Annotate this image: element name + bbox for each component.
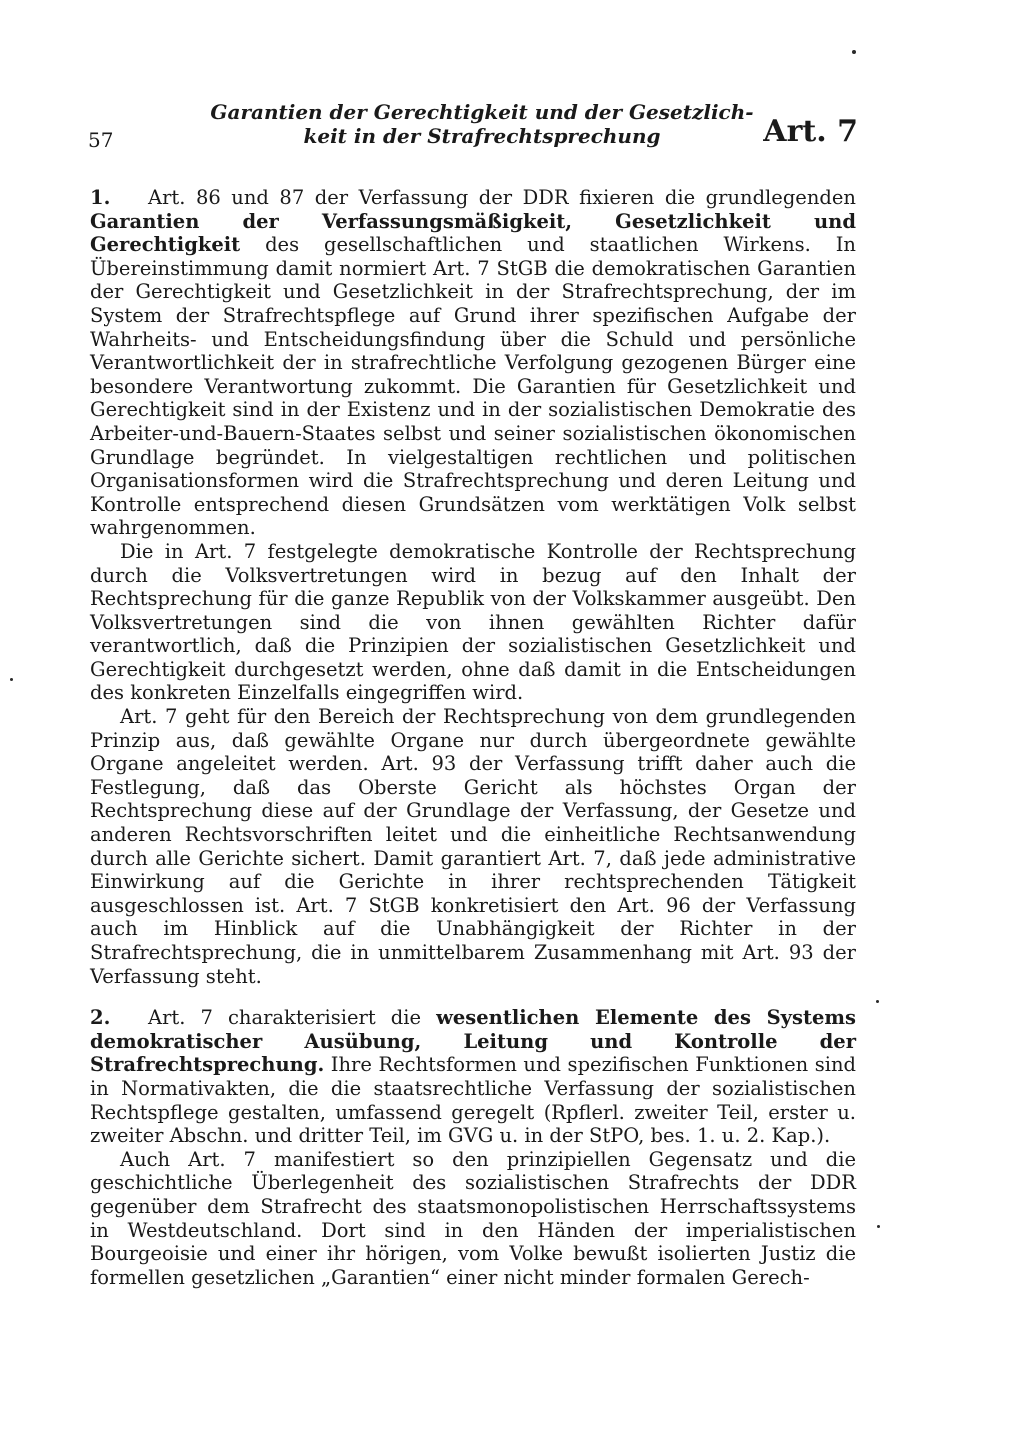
section-1-paragraph: Die in Art. 7 festgelegte demokratische Kontrolle der Rechtsprechung durch die Volksvertretungen wird in bezug auf den Inhalt der Rechtsprechung für die ganze Republik von der Volkskammer ausgeübt. Den Volksvertretungen sind die von ihnen gewählten Richter dafür verantwortlich, daß die Prinzipien der sozialistischen Gesetzlichkeit und Gerechtigkeit durchgesetzt werden, ohne daß damit in die Entscheidungen des konkreten Einzelfalls eingegriffen wird. <box>90 539 856 705</box>
section-2 <box>90 1006 856 1289</box>
section-1 <box>90 186 856 988</box>
section-number: 2. <box>90 1006 111 1030</box>
body-text <box>90 186 856 1307</box>
section-1-lead-paragraph <box>90 186 856 540</box>
scan-speck <box>852 50 856 54</box>
running-title <box>202 100 762 148</box>
section-2-paragraph: Auch Art. 7 manifestiert so den prinzipiellen Gegensatz und die geschichtliche Überlegenheit des sozialistischen Strafrechts der DDR gegenüber dem Strafrecht des staatsmonopolistischen Herrschaftssystems in Westdeutschland. Dort sind in den Händen der imperialistischen Bourgeoisie und einer ihr hörigen, vom Volke bewußt isolierten Justiz die formellen gesetzlichen „Garantien“ einer nicht minder formalen Gerech- <box>90 1147 856 1289</box>
section-2-bold-term: wesentlichen Elemente des Systems demokratischer Ausübung, Leitung und Kontrolle der Strafrechtsprechung. <box>90 1006 856 1077</box>
section-2-intro: Art. 7 charakterisiert die <box>148 1006 422 1030</box>
scan-speck <box>877 1225 880 1228</box>
running-title-line-1: Garantien der Gerechtigkeit und der Gesetzlich- <box>210 100 754 124</box>
section-number: 1. <box>90 186 111 209</box>
page-header <box>88 100 858 156</box>
page-number: 57 <box>88 128 114 152</box>
running-title-line-2: keit in der Strafrechtsprechung <box>303 124 661 148</box>
section-1-bold-term: Garantien der Verfassungsmäßigkeit, Gesetzlichkeit und Gerechtigkeit <box>90 209 856 257</box>
section-2-rest: Ihre Rechtsformen und spezifischen Funktionen sind in Normativakten, die die staatsrechtliche Verfassung der sozialistischen Rechtspflege gestalten, umfassend geregelt (Rpflerl. zweiter Teil, erster u. zweiter Abschn. und dritter Teil, im GVG u. in der StPO, bes. 1. u. 2. Kap.). <box>90 1053 856 1148</box>
scan-speck <box>876 1000 879 1003</box>
section-1-paragraph: Art. 7 geht für den Bereich der Rechtsprechung von dem grundlegenden Prinzip aus, daß gewählte Organe nur durch übergeordnete gewählte Organe angeleitet werden. Art. 93 der Verfassung trifft daher auch die Festlegung, daß das Oberste Gericht als höchstes Organ der Rechtsprechung diese auf der Grundlage der Verfassung, der Gesetze und anderen Rechtsvorschriften leitet und die einheitliche Rechtsanwendung durch alle Gerichte sichert. Damit garantiert Art. 7, daß jede administrative Einwirkung auf die Gerichte in ihrer rechtsprechenden Tätigkeit ausgeschlossen ist. Art. 7 StGB konkretisiert den Art. 96 der Verfassung auch im Hinblick auf die Unabhängigkeit der Richter in der Strafrechtsprechung, die in unmittelbarem Zusammenhang mit Art. 93 der Verfassung steht. <box>90 705 856 988</box>
section-1-rest: des gesellschaftlichen und staatlichen Wirkens. In Übereinstimmung damit normiert Art. 7 StGB die demokratischen Garantien der Gerechtigkeit und Gesetzlichkeit in der Strafrechtsprechung, der im System der Strafrechtspflege auf Grund ihrer spezifischen Aufgabe der Wahrheits- und Entscheidungsfindung über die Schuld und persönliche Verantwortlichkeit der in strafrechtliche Verfolgung gezogenen Bürger eine besondere Verantwortung zukommt. Die Garantien für Gesetzlichkeit und Gerechtigkeit sind in der Existenz und in der sozialistischen Demokratie des Arbeiter-und-Bauern-Staates selbst und seiner sozialistischen ökonomischen Grundlage begründet. In vielgestaltigen rechtlichen und politischen Organisationsformen wird die Strafrechtsprechung und deren Leitung und Kontrolle entsprechend diesen Grundsätzen vom werktätigen Volk selbst wahrgenommen. <box>90 233 856 540</box>
section-2-lead-paragraph <box>90 1006 856 1148</box>
section-1-intro: Art. 86 und 87 der Verfassung der DDR fixieren die grundlegenden <box>148 186 856 209</box>
scan-speck <box>10 678 13 681</box>
article-label: Art. 7 <box>763 114 858 149</box>
